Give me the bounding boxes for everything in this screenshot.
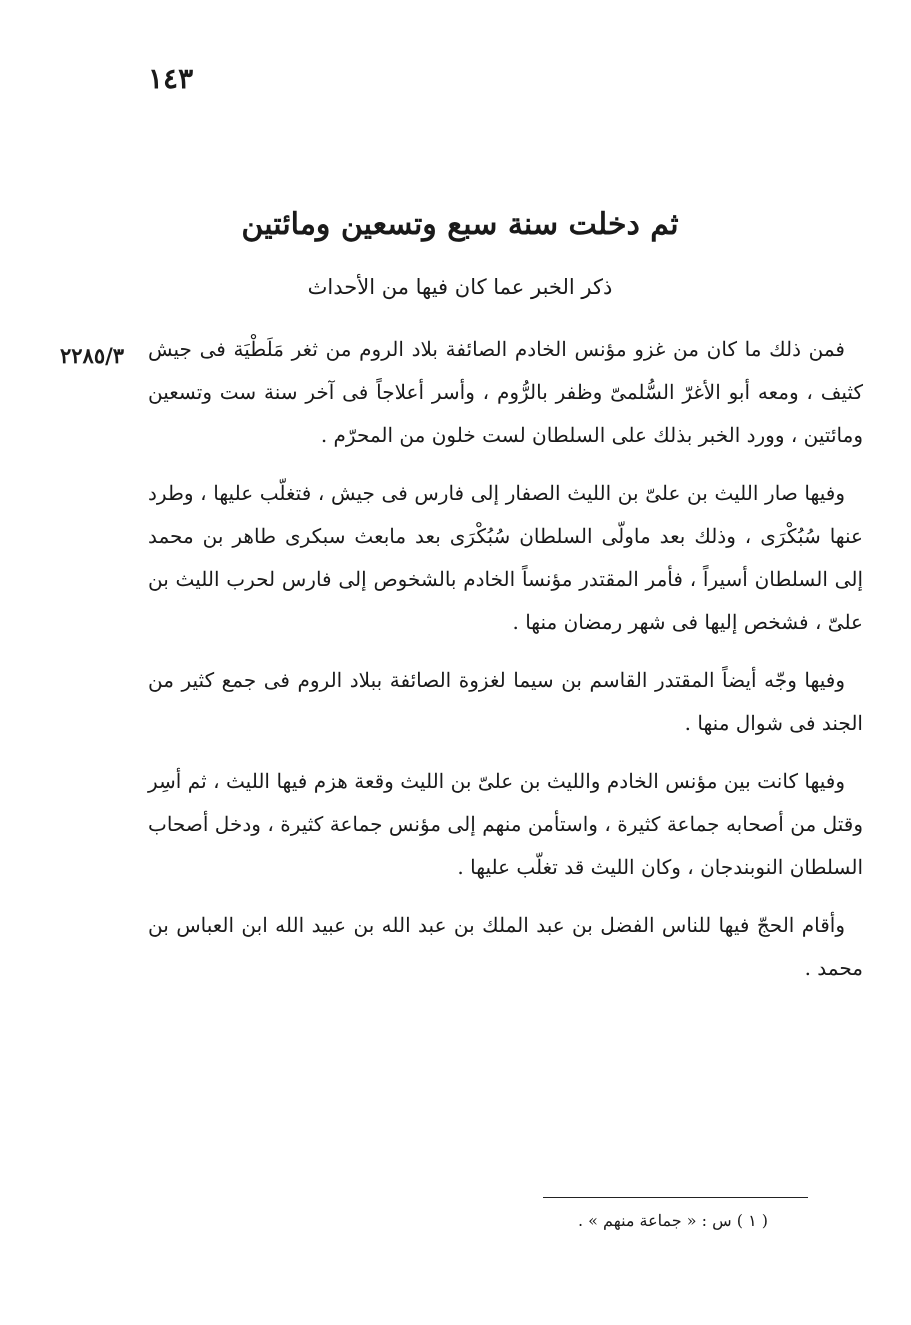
chapter-title: ثم دخلت سنة سبع وتسعين ومائتين (241, 207, 679, 242)
margin-reference: ٢٢٨٥/٣ (60, 343, 125, 368)
footnote: ( ١ ) س : « جماعة منهم » . (578, 1211, 768, 1230)
footnote-divider (543, 1197, 808, 1198)
paragraph: وأقام الحجّ فيها للناس الفضل بن عبد الملك بن عبد الله بن عبيد الله ابن العباس بن محمد . (148, 913, 863, 980)
paragraph: فمن ذلك ما كان من غزو مؤنس الخادم الصائفة بلاد الروم من ثغر مَلَطْيَة فى جيش كثيف ، ومعه أبو الأغرّ السُّلمىّ وظفر بالرُّوم ، وأسر أعلاجاً فى آخر سنة ست وتسعين ومائتين ، وورد الخبر بذلك على السلطان لست خلون من المحرّم . (148, 337, 863, 447)
body-text (148, 328, 863, 1005)
paragraph: وفيها صار الليث بن علىّ بن الليث الصفار إلى فارس فى جيش ، فتغلّب عليها ، وطرد عنها سُبُكْرَى ، وذلك بعد ماولّى السلطان سُبُكْرَى بعد مابعث سبكرى طاهر بن محمد إلى السلطان أسيراً ، فأمر المقتدر مؤنساً الخادم بالشخوص إلى فارس لحرب الليث بن علىّ ، فشخص إليها فى شهر رمضان منها . (148, 481, 863, 634)
paragraph: وفيها وجّه أيضاً المقتدر القاسم بن سيما لغزوة الصائفة ببلاد الروم فى جمع كثير من الجند فى شوال منها . (148, 668, 863, 735)
page-number: ١٤٣ (148, 62, 194, 95)
paragraph: وفيها كانت بين مؤنس الخادم والليث بن علىّ بن الليث وقعة هزم فيها الليث ، ثم أسِر وقتل من أصحابه جماعة كثيرة ، واستأمن منهم إلى مؤنس جماعة كثيرة ، ودخل أصحاب السلطان النوبندجان ، وكان الليث قد تغلّب عليها . (148, 769, 863, 879)
chapter-subtitle: ذكر الخبر عما كان فيها من الأحداث (307, 275, 613, 299)
